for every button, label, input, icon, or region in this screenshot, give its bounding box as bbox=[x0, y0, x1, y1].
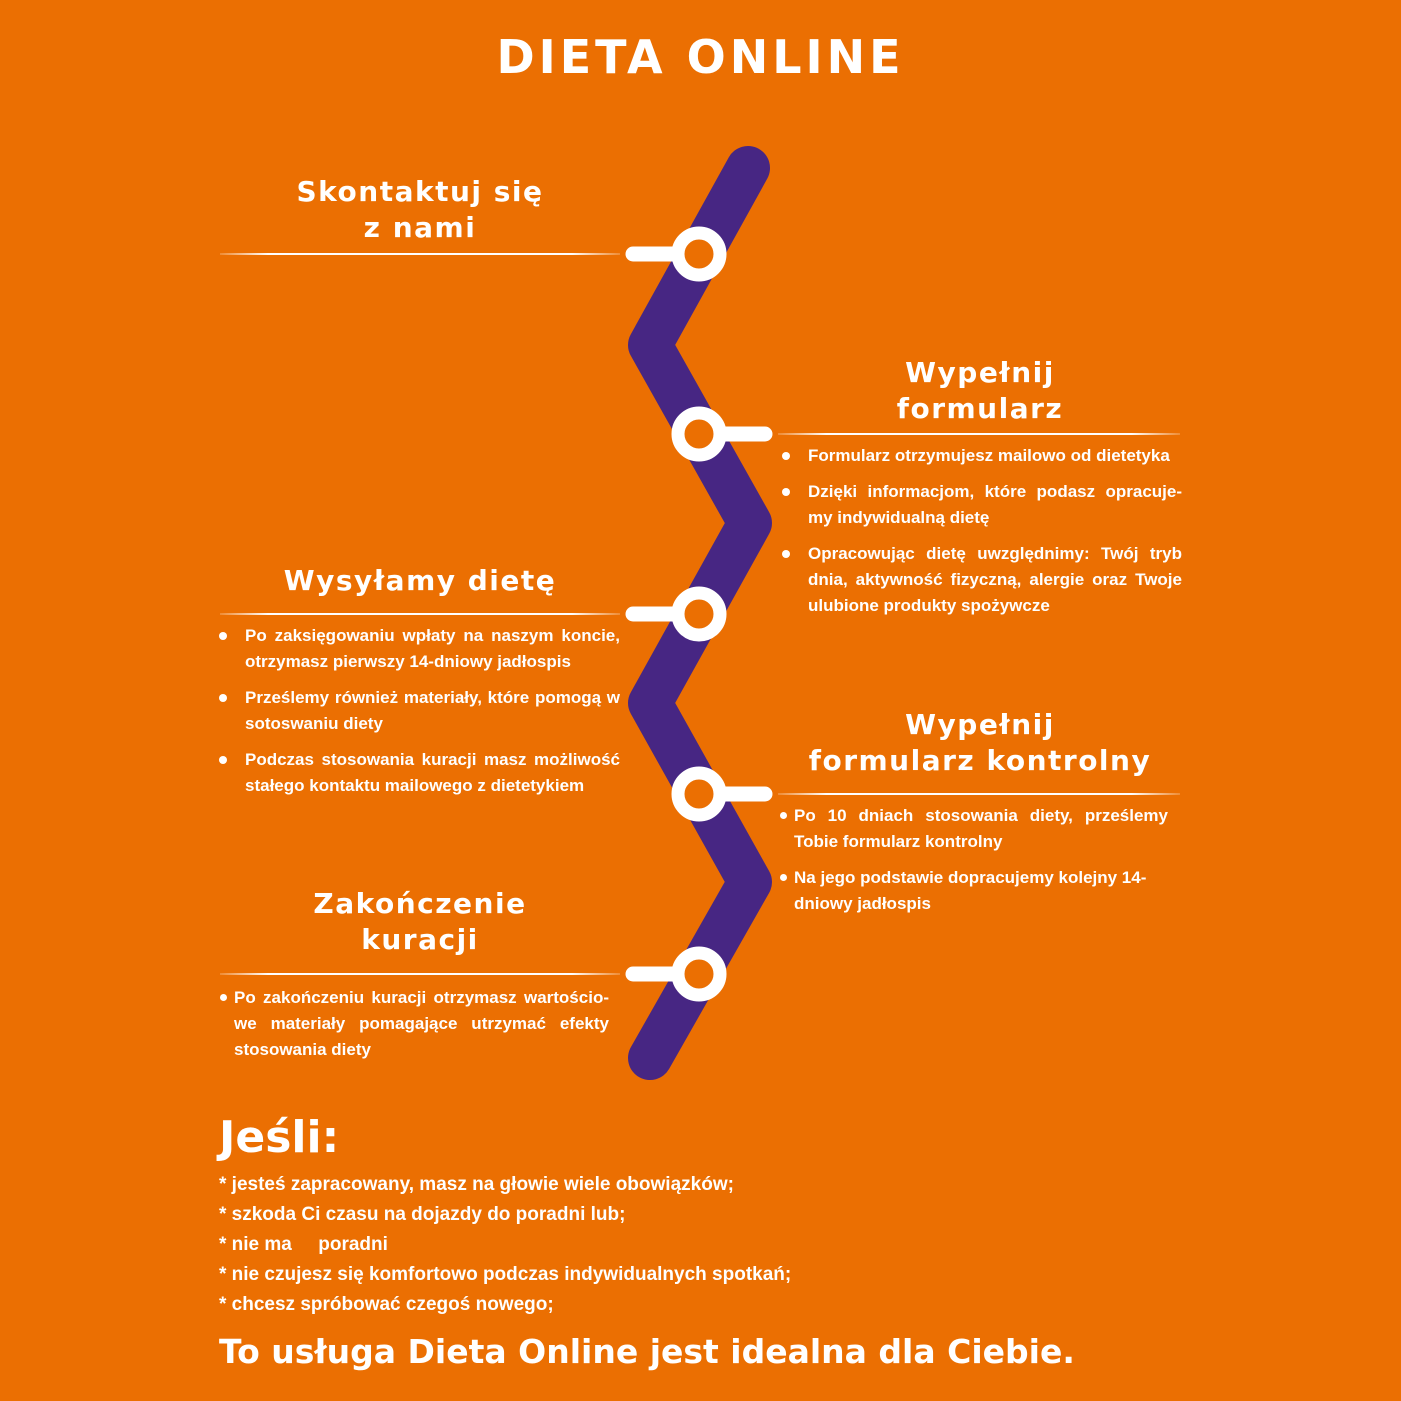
list-item: Na jego podstawie dopracujemy kolejny 14-dniowy jadłospis bbox=[780, 865, 1168, 917]
step-5-title: Zakończenie kuracji bbox=[313, 887, 527, 956]
list-item: * nie czujesz się komfortowo podczas indywidualnych spotkań; bbox=[219, 1264, 792, 1285]
step-5-bullets bbox=[220, 985, 609, 1073]
conditions-heading: Jeśli: bbox=[219, 1112, 340, 1163]
list-item: Prześlemy również materiały, które pomogą w sotoswaniu diety bbox=[219, 685, 620, 737]
step-4-divider bbox=[778, 793, 1180, 795]
step-3-bullets bbox=[219, 623, 620, 809]
list-item: Formularz otrzymujesz mailowo od dietetyka bbox=[782, 443, 1182, 469]
timeline-node-1 bbox=[633, 233, 720, 275]
list-item: Opracowując dietę uwzględnimy: Twój tryb dnia, aktywność fizyczną, alergie oraz Twoje ulubione produkty spożywcze bbox=[782, 541, 1182, 619]
step-2-divider bbox=[778, 433, 1180, 435]
timeline-node-4 bbox=[678, 773, 765, 815]
list-item: Po zakończeniu kuracji otrzymasz wartościo-we materiały pomagające utrzymać efekty stosowania diety bbox=[220, 985, 609, 1063]
list-item: * szkoda Ci czasu na dojazdy do poradni lub; bbox=[219, 1204, 626, 1225]
step-4-bullets bbox=[780, 803, 1168, 927]
timeline-node-5 bbox=[633, 953, 720, 995]
list-item: * chcesz spróbować czegoś nowego; bbox=[219, 1294, 554, 1315]
step-2-bullets bbox=[782, 443, 1182, 629]
list-item: * jesteś zapracowany, masz na głowie wiele obowiązków; bbox=[219, 1174, 734, 1195]
list-item: * nie ma poradni bbox=[219, 1234, 388, 1255]
timeline-node-2 bbox=[678, 413, 765, 455]
step-2-title: Wypełnij formularz bbox=[896, 356, 1064, 425]
list-item: Po zaksięgowaniu wpłaty na naszym koncie, otrzymasz pierwszy 14-dniowy jadłospis bbox=[219, 623, 620, 675]
step-1-divider bbox=[220, 253, 620, 255]
list-item: Po 10 dniach stosowania diety, prześlemy Tobie formularz kontrolny bbox=[780, 803, 1168, 855]
step-3-divider bbox=[220, 613, 620, 615]
list-item: Podczas stosowania kuracji masz możliwość stałego kontaktu mailowego z dietetykiem bbox=[219, 747, 620, 799]
step-4-title: Wypełnij formularz kontrolny bbox=[808, 708, 1152, 777]
conditions-list bbox=[219, 1170, 791, 1320]
closing-statement: To usługa Dieta Online jest idealna dla Ciebie. bbox=[219, 1332, 1075, 1371]
step-3-title: Wysyłamy dietę bbox=[283, 564, 557, 597]
page-title: DIETA ONLINE bbox=[496, 30, 905, 84]
step-1-title: Skontaktuj się z nami bbox=[296, 175, 544, 244]
list-item: Dzięki informacjom, które podasz opracuje-my indywidualną dietę bbox=[782, 479, 1182, 531]
step-5-divider bbox=[220, 973, 620, 975]
timeline-node-3 bbox=[633, 593, 720, 635]
